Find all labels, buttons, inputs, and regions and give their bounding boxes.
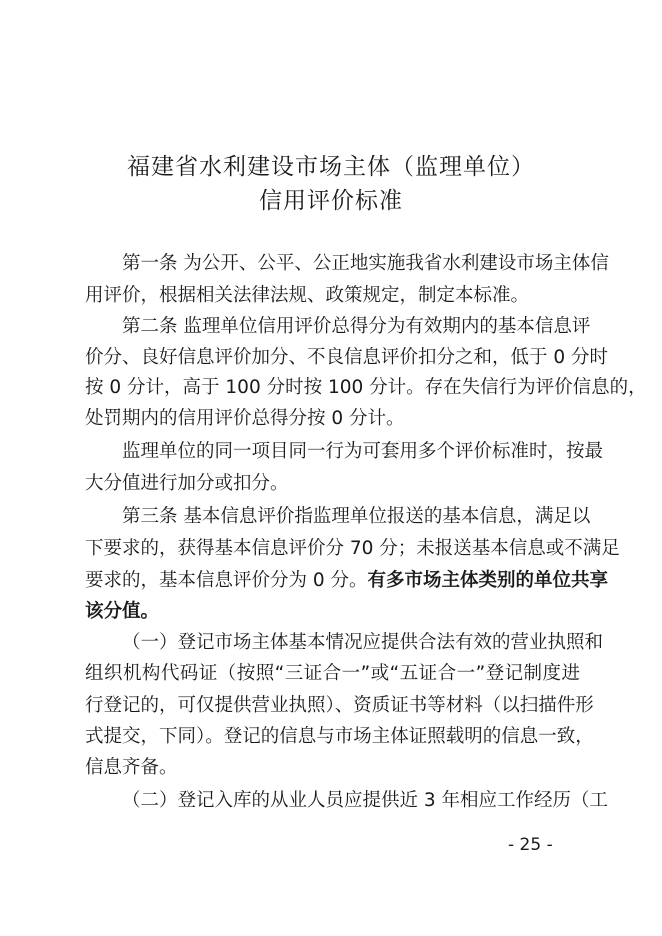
document-title-line-2: 信用评价标准 <box>259 188 403 214</box>
item-1-line: （一）登记市场主体基本情况应提供合法有效的营业执照和 <box>122 632 604 653</box>
page-number: - 25 - <box>508 835 553 855</box>
article-2-line: 处罚期内的信用评价总得分按 0 分计。 <box>85 408 405 429</box>
article-3-text: 要求的，基本信息评价分为 0 分。 <box>85 570 368 591</box>
article-3-line <box>85 600 580 624</box>
item-1-line: 组织机构代码证（按照“三证合一”或“五证合一”登记制度进 <box>85 663 580 684</box>
article-1-line: 第一条 为公开、公平、公正地实施我省水利建设市场主体信 <box>122 253 609 274</box>
bold-emphasis: 有多市场主体类别的单位共享 <box>367 570 609 591</box>
item-1-line: 行登记的，可仅提供营业执照）、资质证书等材料（以扫描件形 <box>85 695 594 716</box>
item-1-line: 式提交，下同）。登记的信息与市场主体证照载明的信息一致， <box>85 726 594 747</box>
document-title-line-1: 福建省水利建设市场主体（监理单位） <box>127 154 535 180</box>
paragraph-line: 大分值进行加分或扣分。 <box>85 473 289 494</box>
article-2-line: 第二条 监理单位信用评价总得分为有效期内的基本信息评 <box>122 316 591 337</box>
article-3-line <box>85 569 609 593</box>
article-2-line: 价分、良好信息评价加分、不良信息评价扣分之和，低于 0 分时 <box>85 347 609 368</box>
article-2-line: 按 0 分计，高于 100 分时按 100 分计。存在失信行为评价信息的， <box>85 377 647 398</box>
paragraph-line: 监理单位的同一项目同一行为可套用多个评价标准时，按最 <box>122 441 604 462</box>
article-1-line: 用评价，根据相关法律法规、政策规定，制定本标准。 <box>85 285 530 306</box>
article-3-line: 下要求的，获得基本信息评价分 70 分；未报送基本信息或不满足 <box>85 538 620 559</box>
bold-emphasis: 该分值。 <box>85 601 160 622</box>
article-3-line: 第三条 基本信息评价指监理单位报送的基本信息，满足以 <box>122 506 591 527</box>
item-1-line: 信息齐备。 <box>85 757 178 778</box>
item-2-line: （二）登记入库的从业人员应提供近 3 年相应工作经历（工 <box>122 790 609 811</box>
